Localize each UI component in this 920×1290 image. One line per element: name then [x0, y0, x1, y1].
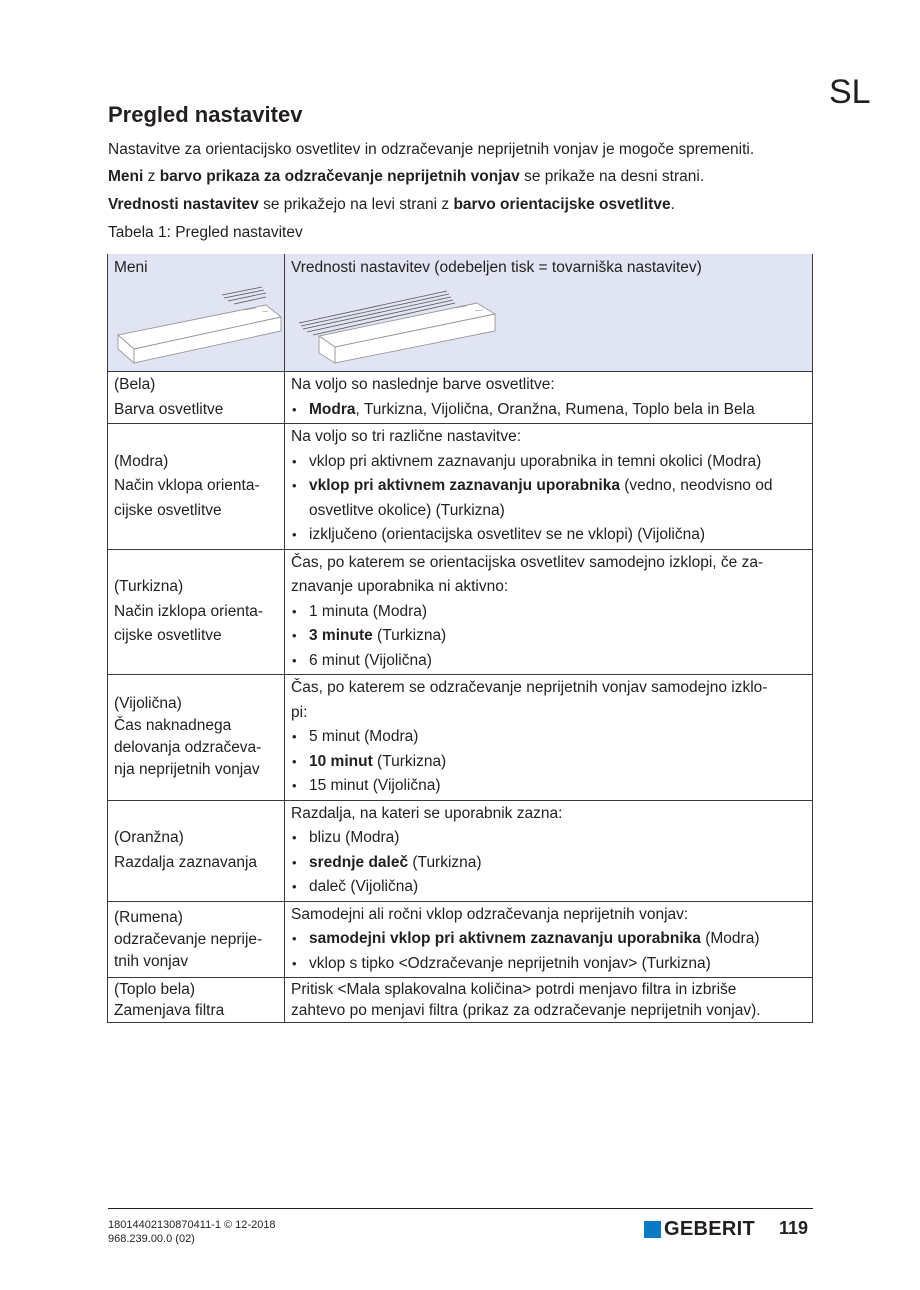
option-default: samodejni vklop pri aktivnem zaznavanju uporabnika [309, 930, 701, 947]
option-text: (Modra) [700, 930, 760, 947]
logo-square-icon [644, 1221, 661, 1238]
flush-plate-menu-icon [116, 283, 284, 365]
menu-label: Razdalja zaznavanja [114, 853, 258, 871]
option-text: 15 minut (Vijolična) [309, 777, 441, 794]
values-cell [285, 424, 813, 550]
menu-label: Barva osvetlitve [114, 400, 224, 418]
values-cell [285, 549, 813, 675]
values-cell [285, 800, 813, 901]
header-menu-label: Meni [114, 259, 148, 276]
values-intro: Pritisk <Mala splakovalna količina> potrdi menjavo filtra in izbriše zahtevo po menjavi filtra (prikaz za odzračevanje neprijetnih vonjav). [291, 981, 761, 1019]
bold-text: Meni [108, 168, 144, 185]
option-item [291, 725, 806, 750]
text: se prikažejo na levi strani z [258, 196, 454, 213]
option-item [291, 927, 806, 952]
values-intro: Čas, po katerem se orientacijska osvetlitev samodejno izklopi, če za- znavanje uporabnika ni aktivno: [291, 553, 764, 595]
intro-paragraph-1: Nastavitve za orientacijsko osvetlitev in odzračevanje neprijetnih vonjav je mogoče spremeniti. [108, 141, 755, 158]
menu-cell [108, 901, 285, 978]
doc-code: 968.239.00.0 (02) [108, 1233, 195, 1245]
option-text: (Turkizna) [372, 627, 447, 644]
options-list [291, 725, 806, 799]
option-text: 6 minut (Vijolična) [309, 651, 432, 669]
header-cell-values [285, 254, 813, 372]
option-item [291, 624, 806, 649]
table-header-row [108, 254, 813, 372]
option-item [291, 952, 806, 977]
table-row [108, 424, 813, 550]
option-default: 3 minute [309, 627, 373, 644]
option-item [291, 750, 806, 775]
menu-color: (Modra) [114, 452, 169, 470]
text: . [670, 196, 675, 213]
options-list [291, 450, 806, 548]
menu-label: Zamenjava filtra [114, 1002, 225, 1019]
menu-color: (Turkizna) [114, 578, 184, 595]
menu-cell [108, 372, 285, 424]
values-cell [285, 978, 813, 1023]
option-text: 1 minuta (Modra) [309, 602, 428, 620]
options-list [291, 398, 806, 423]
bold-text: barvo prikaza za odzračevanje neprijetnih vonjav [159, 168, 520, 185]
values-intro: Na voljo so naslednje barve osvetlitve: [291, 376, 555, 393]
footer-doc-info [108, 1218, 276, 1246]
option-default: srednje daleč [309, 853, 409, 871]
values-cell [285, 901, 813, 978]
intro-paragraph-2 [108, 167, 704, 187]
option-text: blizu (Modra) [309, 829, 400, 846]
table-row [108, 549, 813, 675]
option-item [291, 398, 806, 423]
menu-cell [108, 978, 285, 1023]
table-caption: Tabela 1: Pregled nastavitev [108, 224, 303, 241]
menu-cell [108, 800, 285, 901]
option-text: daleč (Vijolična) [309, 878, 419, 895]
geberit-logo [644, 1219, 755, 1239]
values-intro: Samodejni ali ročni vklop odzračevanja neprijetnih vonjav: [291, 905, 689, 923]
menu-label: odzračevanje neprije- tnih vonjav [114, 930, 263, 970]
option-item [291, 649, 806, 674]
table-row [108, 372, 813, 424]
brand-name: GEBERIT [664, 1218, 755, 1240]
option-text: vklop s tipko <Odzračevanje neprijetnih vonjav> (Turkizna) [309, 954, 711, 972]
menu-color: (Rumena) [114, 908, 183, 926]
page-title: Pregled nastavitev [108, 102, 303, 127]
option-text: 5 minut (Modra) [309, 728, 419, 745]
option-item [291, 774, 806, 799]
text: se prikaže na desni strani. [519, 168, 705, 185]
options-list [291, 927, 806, 976]
menu-label: Način izklopa orienta- cijske osvetlitve [114, 602, 264, 644]
option-default: vklop pri aktivnem zaznavanju uporabnika [309, 477, 620, 494]
values-intro: Razdalja, na kateri se uporabnik zazna: [291, 804, 563, 822]
table-row [108, 901, 813, 978]
menu-color: (Vijolična) [114, 695, 182, 713]
option-text: (Turkizna) [408, 853, 482, 871]
footer-divider [108, 1208, 813, 1209]
bold-text: barvo orientacijske osvetlitve [453, 196, 671, 213]
table-row [108, 800, 813, 901]
page-number: 119 [779, 1218, 809, 1238]
option-text: , Turkizna, Vijolična, Oranžna, Rumena, Toplo bela in Bela [355, 400, 755, 418]
settings-table [107, 254, 813, 1023]
intro-paragraph-3 [108, 195, 675, 215]
option-item [291, 875, 806, 900]
values-cell [285, 372, 813, 424]
option-default: Modra [309, 400, 356, 418]
menu-color: (Toplo bela) [114, 981, 195, 998]
menu-cell [108, 675, 285, 801]
option-text: (vedno, neodvisno od osvetlitve okolice) (Turkizna) [309, 477, 773, 519]
values-cell [285, 675, 813, 801]
table-row [108, 675, 813, 801]
option-item [291, 851, 806, 876]
doc-number: 18014402130870411-1 © 12-2018 [108, 1219, 276, 1231]
values-intro: Čas, po katerem se odzračevanje neprijetnih vonjav samodejno izklo- pi: [291, 679, 768, 721]
option-default: 10 minut [309, 752, 373, 770]
menu-color: (Bela) [114, 376, 156, 393]
option-text: izključeno (orientacijska osvetlitev se ne vklopi) (Vijolična) [309, 526, 705, 543]
text: z [143, 168, 160, 185]
option-item [291, 600, 806, 625]
menu-color: (Oranžna) [114, 829, 184, 846]
header-values-label: Vrednosti nastavitev (odebeljen tisk = tovarniška nastavitev) [291, 259, 702, 276]
option-item [291, 450, 806, 475]
menu-label: Način vklopa orienta- cijske osvetlitve [114, 477, 260, 519]
option-item [291, 826, 806, 851]
menu-cell [108, 424, 285, 550]
flush-plate-values-icon [295, 281, 505, 365]
menu-cell [108, 549, 285, 675]
header-cell-menu [108, 254, 285, 372]
table-row [108, 978, 813, 1023]
options-list [291, 600, 806, 674]
option-text: vklop pri aktivnem zaznavanju uporabnika in temni okolici (Modra) [309, 452, 762, 470]
options-list [291, 826, 806, 900]
option-text: (Turkizna) [372, 752, 447, 770]
menu-label: Čas naknadnega delovanja odzračeva- nja neprijetnih vonjav [114, 717, 262, 779]
language-code: SL [829, 73, 871, 111]
bold-text: Vrednosti nastavitev [108, 196, 259, 213]
option-item [291, 474, 806, 523]
values-intro: Na voljo so tri različne nastavitve: [291, 428, 522, 445]
option-item [291, 523, 806, 548]
